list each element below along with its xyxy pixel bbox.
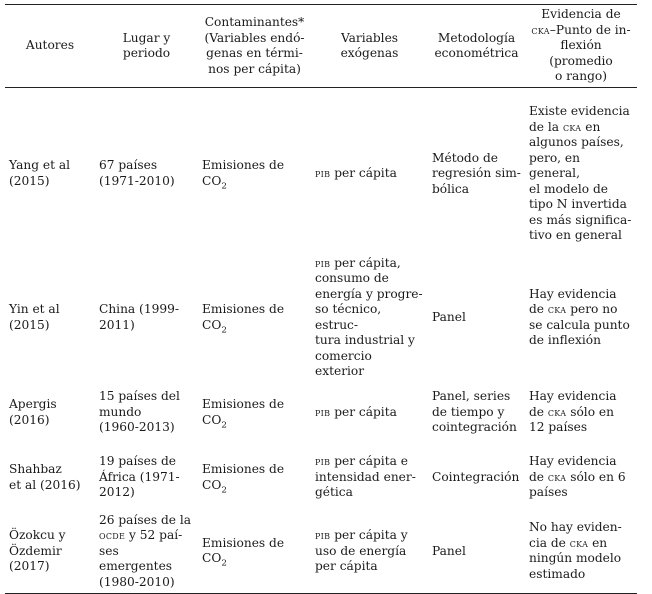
cell-exogenous: pib per cápita — [315, 404, 397, 419]
header-methodology: Metodología econométrica — [434, 30, 519, 60]
cell-exogenous: pib per cápita — [315, 166, 397, 180]
cell-evidence: Hay evidencia de cka sólo en 6 países — [529, 454, 626, 500]
table-row — [5, 88, 637, 256]
header-exogenous: Variables exógenas — [340, 30, 399, 60]
cell-exogenous: pib per cápita e intensidad ener- gética — [315, 454, 416, 500]
cell-evidence: Hay evidencia de cka sólo en 12 países — [529, 389, 617, 435]
header-row — [5, 5, 637, 88]
cell-methodology: Panel — [432, 309, 466, 324]
cell-pollutant: Emisiones de $CO_2$ — [202, 535, 285, 569]
cell-pollutant: Emisiones de $CO_2$ — [202, 397, 285, 430]
cell-methodology: Panel — [432, 543, 466, 558]
cell-place-period: 15 países del mundo (1960-2013) — [99, 389, 180, 435]
cell-authors: Apergis (2016) — [9, 397, 57, 427]
cell-place-period: 26 países de la ocde y 52 paí- ses emergentes (1980-2010) — [99, 512, 191, 589]
cell-authors: Shahbaz et al (2016) — [9, 462, 81, 492]
cell-place-period: China (1999- 2011) — [99, 302, 179, 332]
header-place-period: Lugar y periodo — [122, 30, 171, 60]
cell-place-period: 67 países (1971-2010) — [99, 158, 175, 188]
table-row — [5, 446, 637, 510]
table-row — [5, 510, 637, 594]
cell-evidence: Hay evidencia de cka pero no se calcula punto de inflexión — [529, 286, 630, 347]
cell-pollutant: Emisiones de $CO_2$ — [202, 158, 285, 192]
literature-table — [5, 4, 637, 594]
cell-methodology: Panel, series de tiempo y cointegración — [432, 389, 517, 435]
cell-pollutant: Emisiones de $CO_2$ — [202, 302, 285, 335]
cell-authors: Yin et al (2015) — [9, 302, 60, 332]
cell-methodology: Cointegración — [432, 469, 520, 484]
header-pollutants: Contaminantes* (Variables endó- genas en térmi- nos per cápita) — [204, 15, 305, 76]
cell-evidence: Existe evidencia de la cka en algunos países, pero, en general, el modelo de tipo N invertida es más significa- tivo en general — [529, 104, 632, 242]
cell-exogenous: pib per cápita, consumo de energía y progre- so técnico, estruc- tura industrial y comercio exterior — [315, 255, 423, 378]
cell-evidence: No hay eviden- cia de cka en ningún modelo estimado — [529, 520, 622, 581]
header-evidence: Evidencia de cka–Punto de in- flexión (promedio o rango) — [531, 7, 631, 84]
table-row — [5, 380, 637, 446]
header-authors: Autores — [25, 38, 75, 53]
cell-authors: Yang et al (2015) — [9, 158, 71, 188]
cell-exogenous: pib per cápita y uso de energía per cápita — [315, 528, 408, 573]
table-row — [5, 256, 637, 380]
cell-authors: Özokcu y Özdemir (2017) — [9, 528, 66, 573]
cell-pollutant: Emisiones de $CO_2$ — [202, 462, 285, 495]
cell-methodology: Método de regresión sim- bólica — [432, 150, 521, 196]
cell-place-period: 19 países de África (1971- 2012) — [99, 454, 180, 500]
